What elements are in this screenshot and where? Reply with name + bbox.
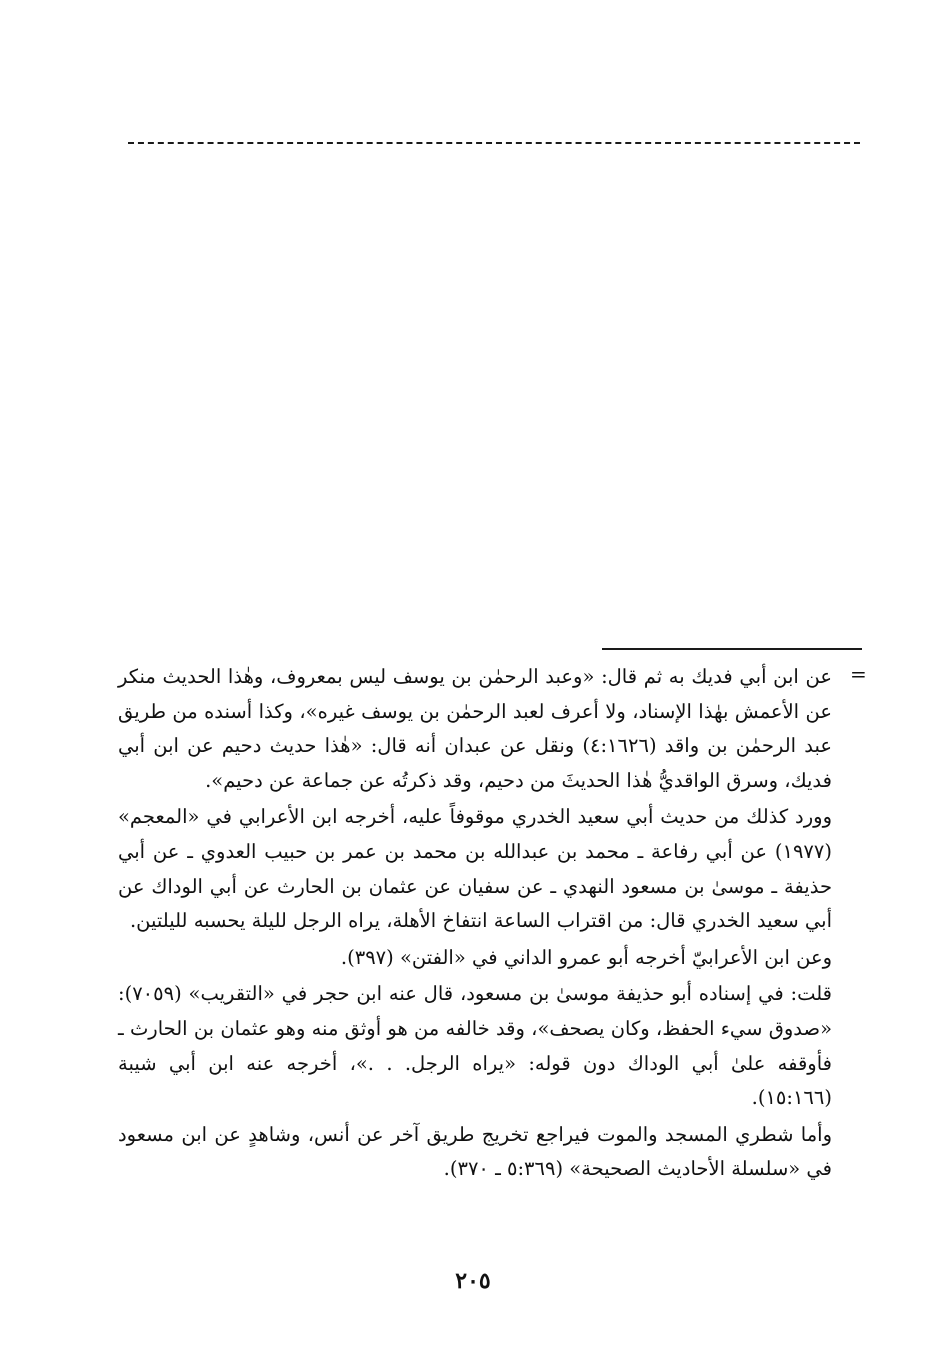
- header-dashed-separator: [128, 142, 860, 144]
- page-number: ٢٠٥: [455, 1268, 491, 1294]
- footnote-paragraph: وورد كذلك من حديث أبي سعيد الخدري موقوفاً عليه، أخرجه ابن الأعرابي في «المعجم» (١٩٧٧) عن أبي رفاعة ـ محمد بن عبدالله بن محمد بن عمر بن حبيب العدوي ـ عن أبي حذيفة ـ موسىٰ بن مسعود النهدي ـ عن سفيان عن عثمان بن الحارث عن أبي الوداك عن أبي سعيد الخدري قال: من اقتراب الساعة انتفاخ الأهلة، يراه الرجل لليلة يحسبه لليلتين.: [118, 805, 832, 933]
- footnote-paragraph: عن ابن أبي فديك به ثم قال: «وعبد الرحمٰن بن يوسف ليس بمعروف، وهٰذا الحديث منكر عن الأعمش بهٰذا الإسناد، ولا أعرف لعبد الرحمٰن بن يوسف غيره»، وكذا أسنده من طريق عبد الرحمٰن بن واقد (٤:١٦٢٦) ونقل عن عبدان أنه قال: «هٰذا حديث دحيم عن ابن أبي فديك، وسرق الواقديُّ هٰذا الحديثَ من دحيم، وقد ذكرتُه عن جماعة عن دحيم».: [118, 665, 832, 792]
- footnote-text: [118, 660, 832, 1189]
- footnote-paragraph: وعن ابن الأعرابيّ أخرجه أبو عمرو الداني في «الفتن» (٣٩٧).: [340, 945, 832, 969]
- footnote-paragraph: وأما شطري المسجد والموت فيراجع تخريج طريق آخر عن أنس، وشاهدٍ عن ابن مسعود في «سلسلة الأحاديث الصحيحة» (٥:٣٦٩ ـ ٣٧٠).: [118, 1122, 832, 1181]
- footnote-continuation-mark: =: [850, 662, 867, 686]
- footnote-rule: [602, 648, 862, 650]
- footnote-paragraph: قلت: في إسناده أبو حذيفة موسىٰ بن مسعود، قال عنه ابن حجر في «التقريب» (٧٠٥٩): «صدوق سيء الحفظ، وكان يصحف»، وقد خالفه من هو أوثق منه وهو عثمان بن الحارث ـ فأوقفه علىٰ أبي الوداك دون قوله: «يراه الرجل. . .»، أخرجه عنه ابن أبي شيبة (١٥:١٦٦).: [118, 982, 833, 1110]
